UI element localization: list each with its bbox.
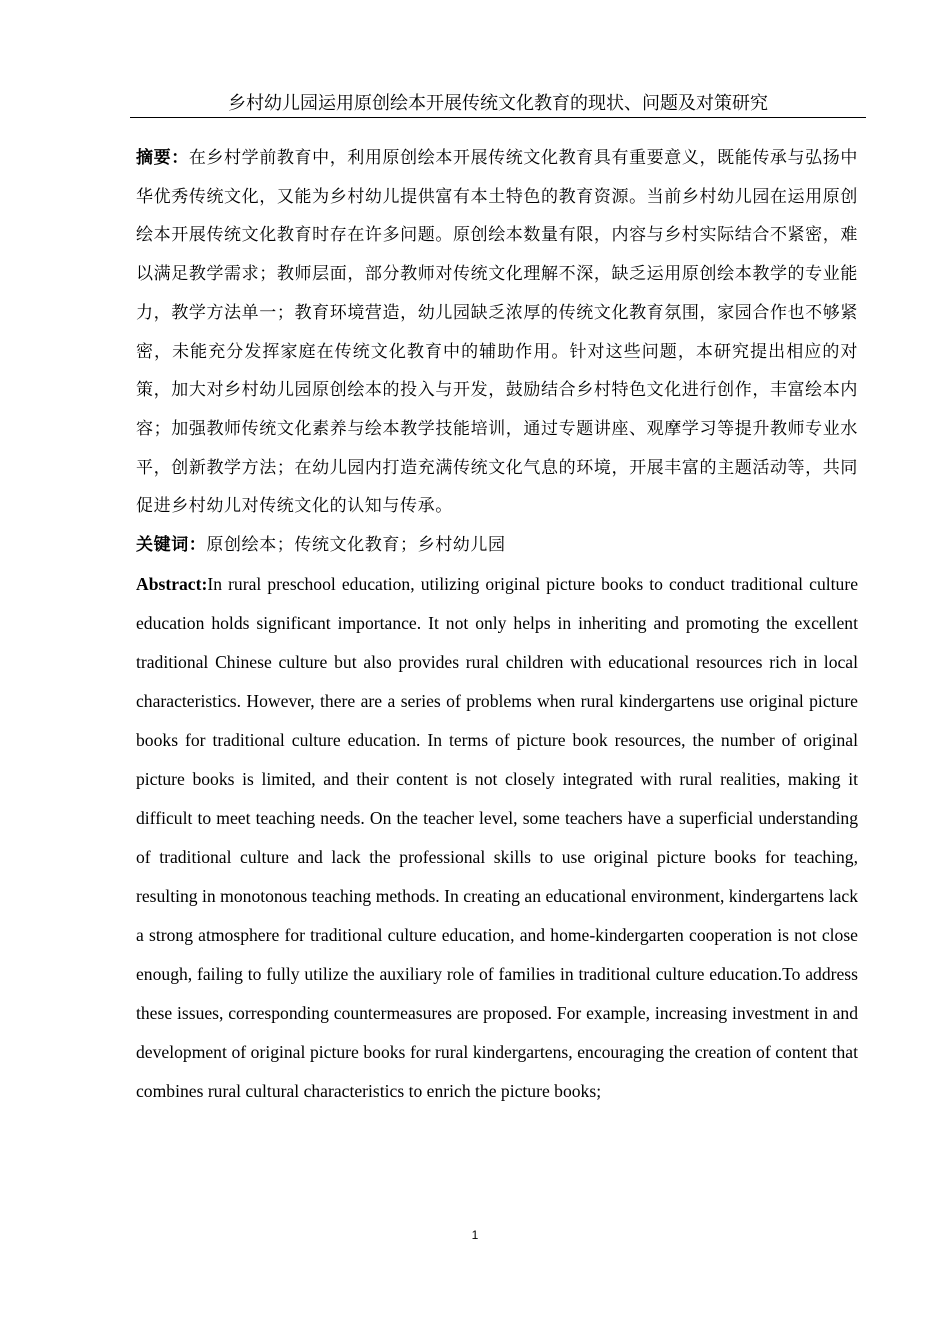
abstract-en-label: Abstract: [136,573,208,594]
abstract-zh [136,139,858,526]
keywords-zh [136,526,858,565]
abstract-zh-text: 在乡村学前教育中，利用原创绘本开展传统文化教育具有重要意义，既能传承与弘扬中华优秀传统文化，又能为乡村幼儿提供富有本土特色的教育资源。当前乡村幼儿园在运用原创绘本开展传统文化教育时存在许多问题。原创绘本数量有限，内容与乡村实际结合不紧密，难以满足教学需求；教师层面，部分教师对传统文化理解不深，缺乏运用原创绘本教学的专业能力，教学方法单一；教育环境营造，幼儿园缺乏浓厚的传统文化教育氛围，家园合作也不够紧密，未能充分发挥家庭在传统文化教育中的辅助作用。针对这些问题，本研究提出相应的对策，加大对乡村幼儿园原创绘本的投入与开发，鼓励结合乡村特色文化进行创作，丰富绘本内容；加强教师传统文化素养与绘本教学技能培训，通过专题讲座、观摩学习等提升教师专业水平，创新教学方法；在幼儿园内打造充满传统文化气息的环境，开展丰富的主题活动等，共同促进乡村幼儿对传统文化的认知与传承。 [136,148,858,517]
abstract-en [136,565,858,1112]
page-number: 1 [471,1228,479,1242]
page-body [136,139,858,1111]
keywords-zh-text: 原创绘本；传统文化教育；乡村幼儿园 [206,535,506,556]
abstract-en-text: In rural preschool education, utilizing original picture books to conduct traditional culture education holds significant importance. It not only helps in inheriting and promoting the excellent traditional Chinese culture but also provides rural children with educational resources rich in local characteristics. However, there are a series of problems when rural kindergartens use original picture books for traditional culture education. In terms of picture book resources, the number of original picture books is limited, and their content is not closely integrated with rural realities, making it difficult to meet teaching needs. On the teacher level, some teachers have a superficial understanding of traditional culture and lack the professional skills to use original picture books for teaching, resulting in monotonous teaching methods. In creating an educational environment, kindergartens lack a strong atmosphere for traditional culture education, and home-kindergarten cooperation is not close enough, failing to fully utilize the auxiliary role of families in traditional culture education.To address these issues, corresponding countermeasures are proposed. For example, increasing investment in and development of original picture books for rural kindergartens, encouraging the creation of content that combines rural cultural characteristics to enrich the picture books; [136,573,858,1102]
keywords-zh-label: 关键词： [136,535,207,556]
running-header: 乡村幼儿园运用原创绘本开展传统文化教育的现状、问题及对策研究 [130,92,866,118]
abstract-zh-label: 摘要： [136,148,189,168]
